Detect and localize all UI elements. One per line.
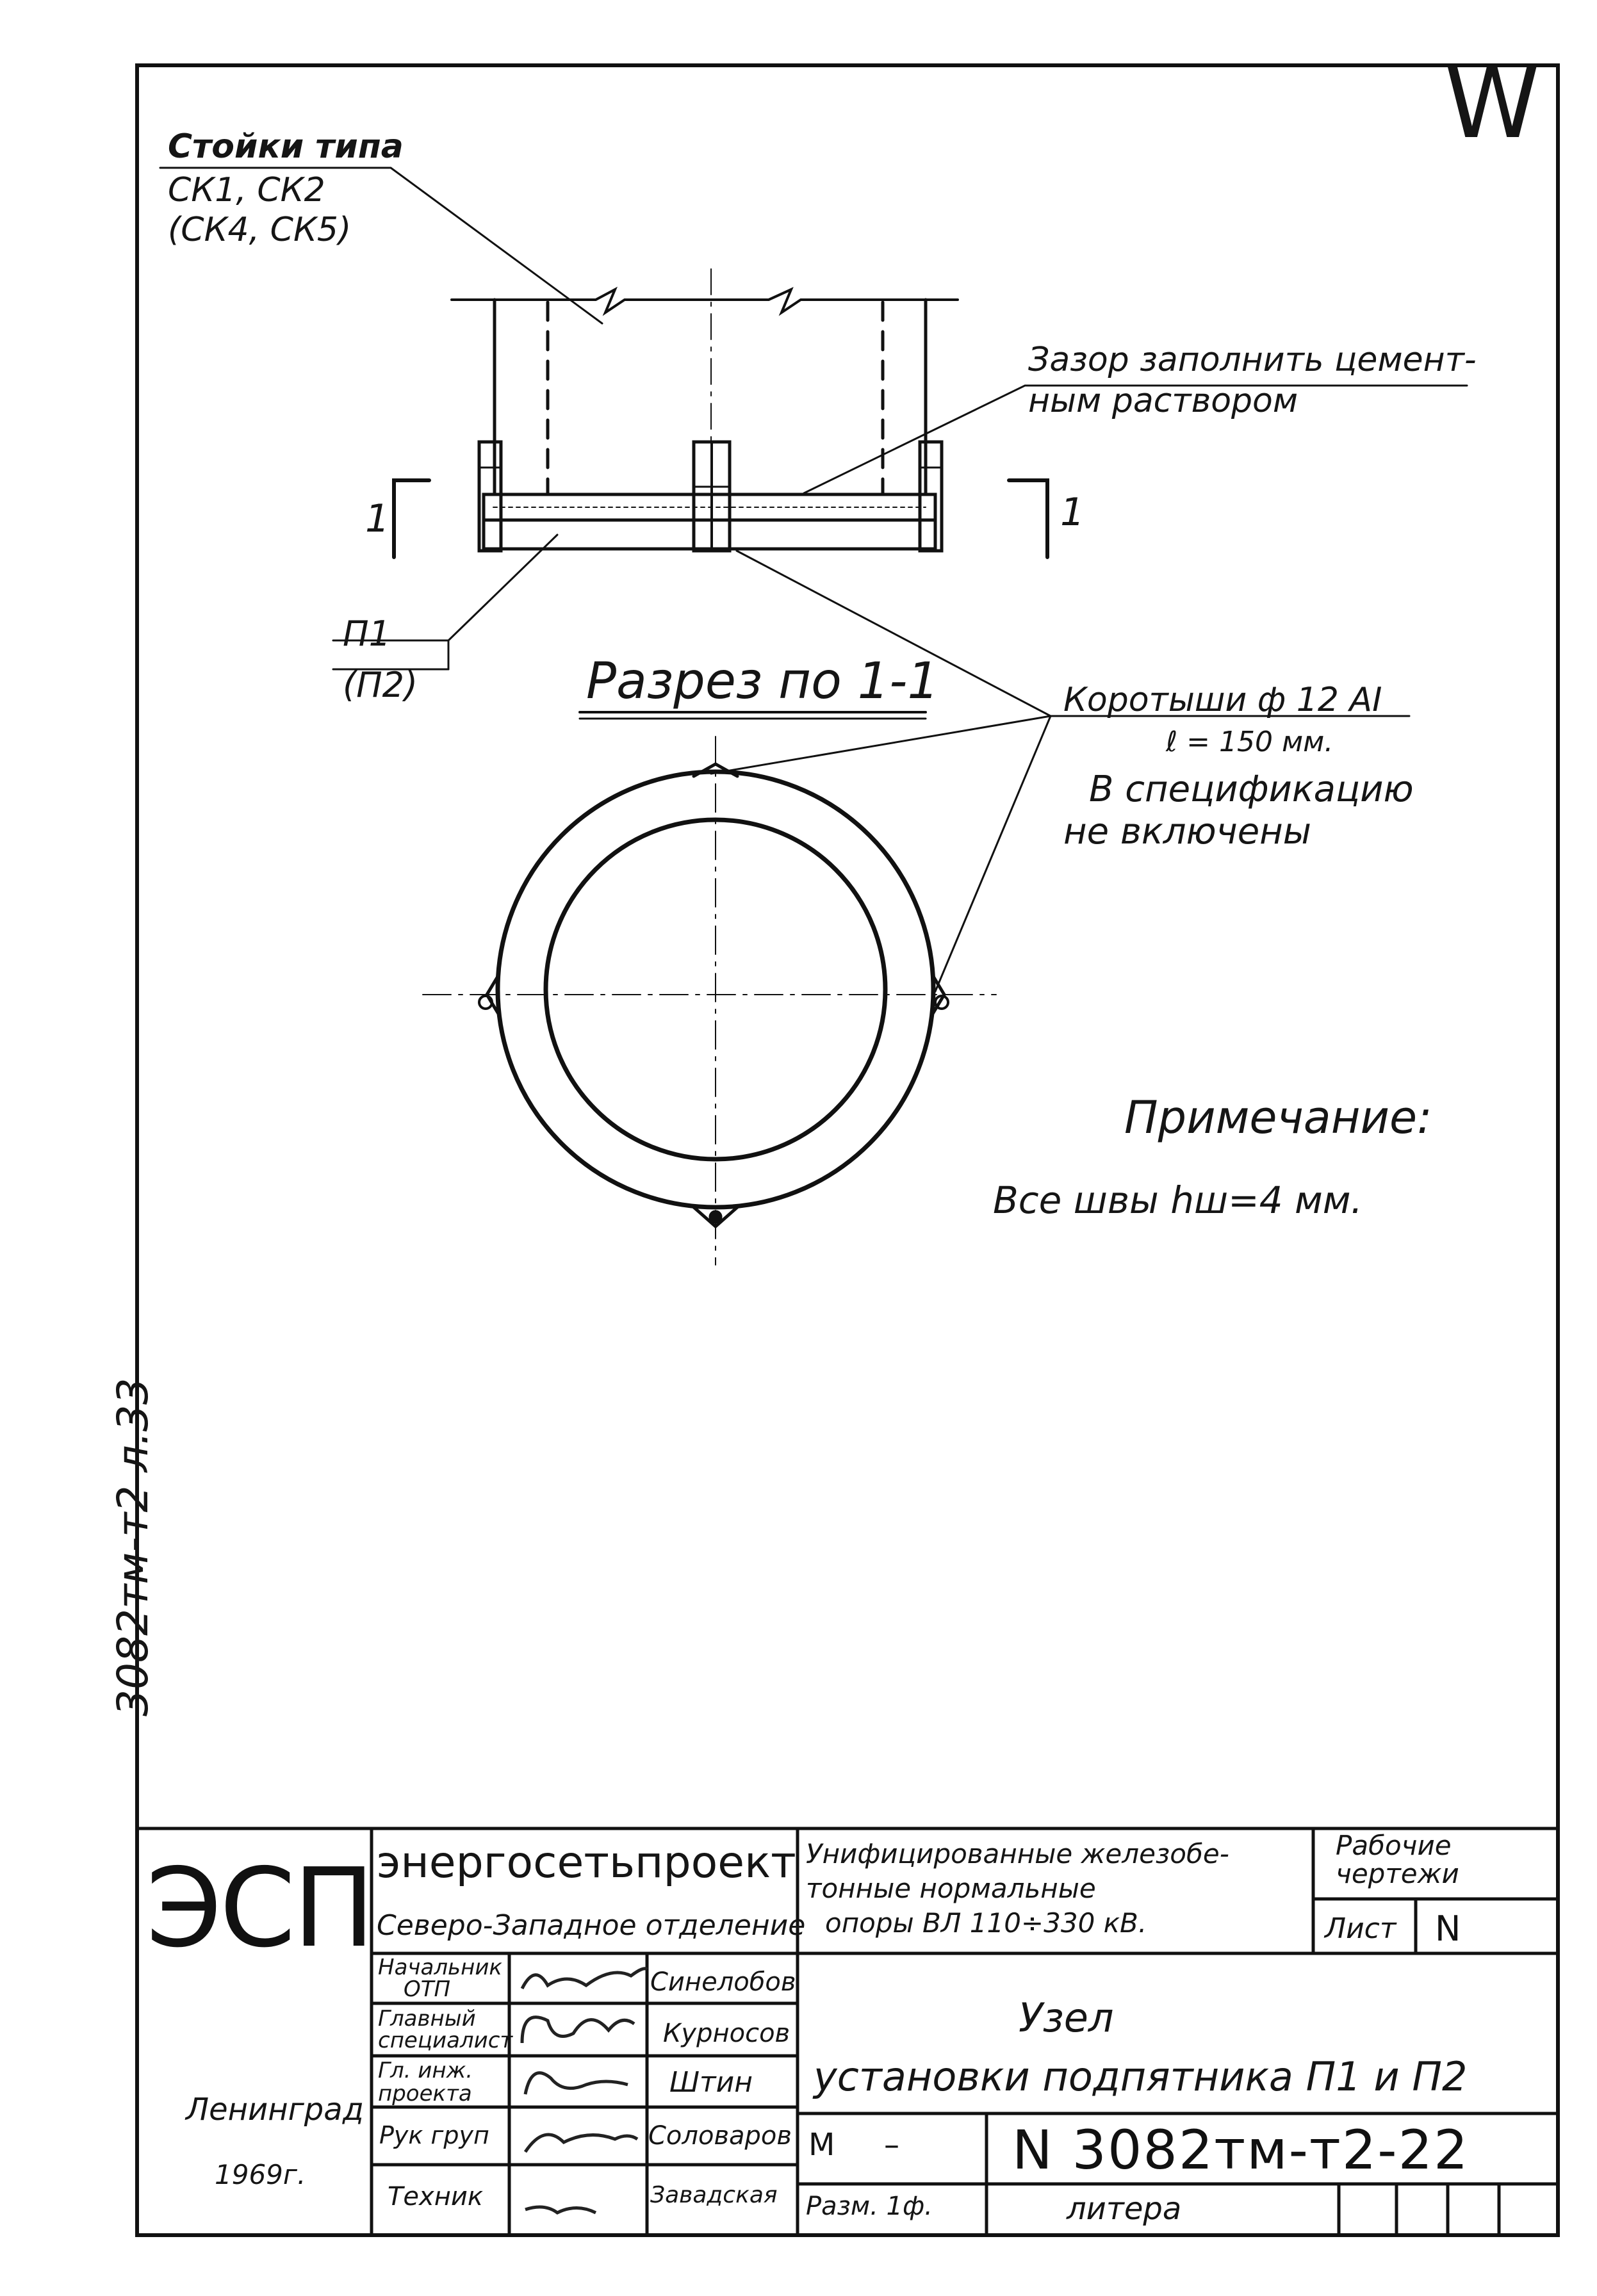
- city: Ленинград: [186, 2092, 364, 2128]
- signature-1: [522, 1969, 647, 1989]
- year: 1969г.: [215, 2159, 306, 2190]
- project-title: [806, 1837, 1229, 1941]
- signatures: [522, 1969, 647, 2213]
- role-5-line-1: Техник: [388, 2182, 484, 2211]
- plate-label-line-2: (П2): [343, 665, 418, 705]
- side-note: 3082тм-т2 л.33: [108, 1378, 158, 1716]
- section-mark-right: [1009, 480, 1047, 557]
- stub-right: [920, 442, 942, 551]
- signature-4: [525, 2135, 637, 2152]
- plate-label-line-1: П1: [343, 614, 391, 654]
- name-2: Курносов: [663, 2019, 790, 2048]
- doc-number: N 3082тм-т2-22: [1012, 2119, 1470, 2181]
- name-4: Соловаров: [648, 2121, 792, 2151]
- gap-note-line-1: Зазор заполнить цемент-: [1028, 341, 1477, 379]
- org-name: энергосетьпроект: [377, 1837, 796, 1888]
- role-4: [379, 2123, 489, 2147]
- stubs-note-line-1: Коротыши ф 12 АI: [1063, 681, 1382, 719]
- stubs-note-line-4: не включены: [1063, 811, 1311, 852]
- support-plate: [484, 520, 935, 549]
- stage: [1336, 1832, 1459, 1888]
- stage-line-2: чертежи: [1336, 1858, 1459, 1889]
- stubs-note: [1063, 679, 1414, 853]
- signature-5: [525, 2207, 596, 2213]
- format: Разм. 1ф.: [806, 2192, 933, 2221]
- signature-3: [525, 2073, 628, 2094]
- sheet-value: N: [1435, 1909, 1461, 1949]
- role-2-line-1: Главный: [378, 2006, 476, 2031]
- project-line-3: опоры ВЛ 110÷330 кВ.: [825, 1907, 1147, 1939]
- gap-note-line-2: ным раствором: [1028, 382, 1298, 420]
- plate-label: [343, 608, 418, 711]
- columns-label-line-2: СК1, СК2: [168, 171, 325, 209]
- project-line-2: тонные нормальные: [806, 1873, 1096, 1904]
- role-5: [388, 2184, 483, 2210]
- role-3-line-2: проекта: [378, 2081, 472, 2106]
- role-1-line-2: ОТП: [404, 1976, 451, 2002]
- role-2-line-2: специалист: [378, 2028, 513, 2053]
- name-1: Синелобов: [650, 1967, 796, 1997]
- section-title: Разрез по 1-1: [586, 653, 939, 710]
- drawing-title-line-2: установки подпятника П1 и П2: [814, 2053, 1468, 2100]
- stubs-note-line-3: В спецификацию: [1089, 769, 1414, 810]
- note-text: Все швы hш=4 мм.: [993, 1178, 1363, 1222]
- org-branch: Северо-Западное отделение: [377, 1909, 806, 1942]
- role-3: [378, 2059, 473, 2105]
- stage-line-1: Рабочие: [1336, 1830, 1452, 1861]
- stubs-note-line-2: ℓ = 150 мм.: [1166, 726, 1334, 758]
- role-2: [378, 2008, 512, 2051]
- section-mark-left: [394, 480, 429, 557]
- drawing-title: [814, 1989, 1467, 2106]
- role-3-line-1: Гл. инж.: [378, 2058, 473, 2083]
- gap-note: [1028, 339, 1477, 421]
- litera: литера: [1067, 2191, 1182, 2227]
- role-4-line-1: Рук груп: [379, 2121, 489, 2149]
- role-1-line-1: Начальник: [378, 1955, 502, 1980]
- section-mark-right-label: 1: [1060, 490, 1085, 535]
- signature-2: [522, 2017, 634, 2043]
- logo: ЭСП: [146, 1845, 373, 1972]
- section-mark-left-label: 1: [365, 496, 390, 541]
- project-line-1: Унифицированные железобе-: [806, 1838, 1229, 1869]
- corner-mark: W: [1445, 49, 1540, 160]
- columns-label-line-3: (СК4, СК5): [168, 211, 352, 249]
- scale-value: –: [884, 2127, 899, 2163]
- name-5: Завадская: [650, 2182, 778, 2208]
- note-title: Примечание:: [1124, 1091, 1432, 1144]
- columns-label: [168, 127, 404, 250]
- scale-label: М: [808, 2127, 835, 2163]
- role-1: [378, 1957, 502, 2000]
- sheet-label: Лист: [1325, 1912, 1396, 1945]
- drawing-title-line-1: Узел: [1019, 1994, 1114, 2041]
- columns-label-line-1: Стойки типа: [168, 127, 404, 166]
- name-3: Штин: [669, 2066, 753, 2099]
